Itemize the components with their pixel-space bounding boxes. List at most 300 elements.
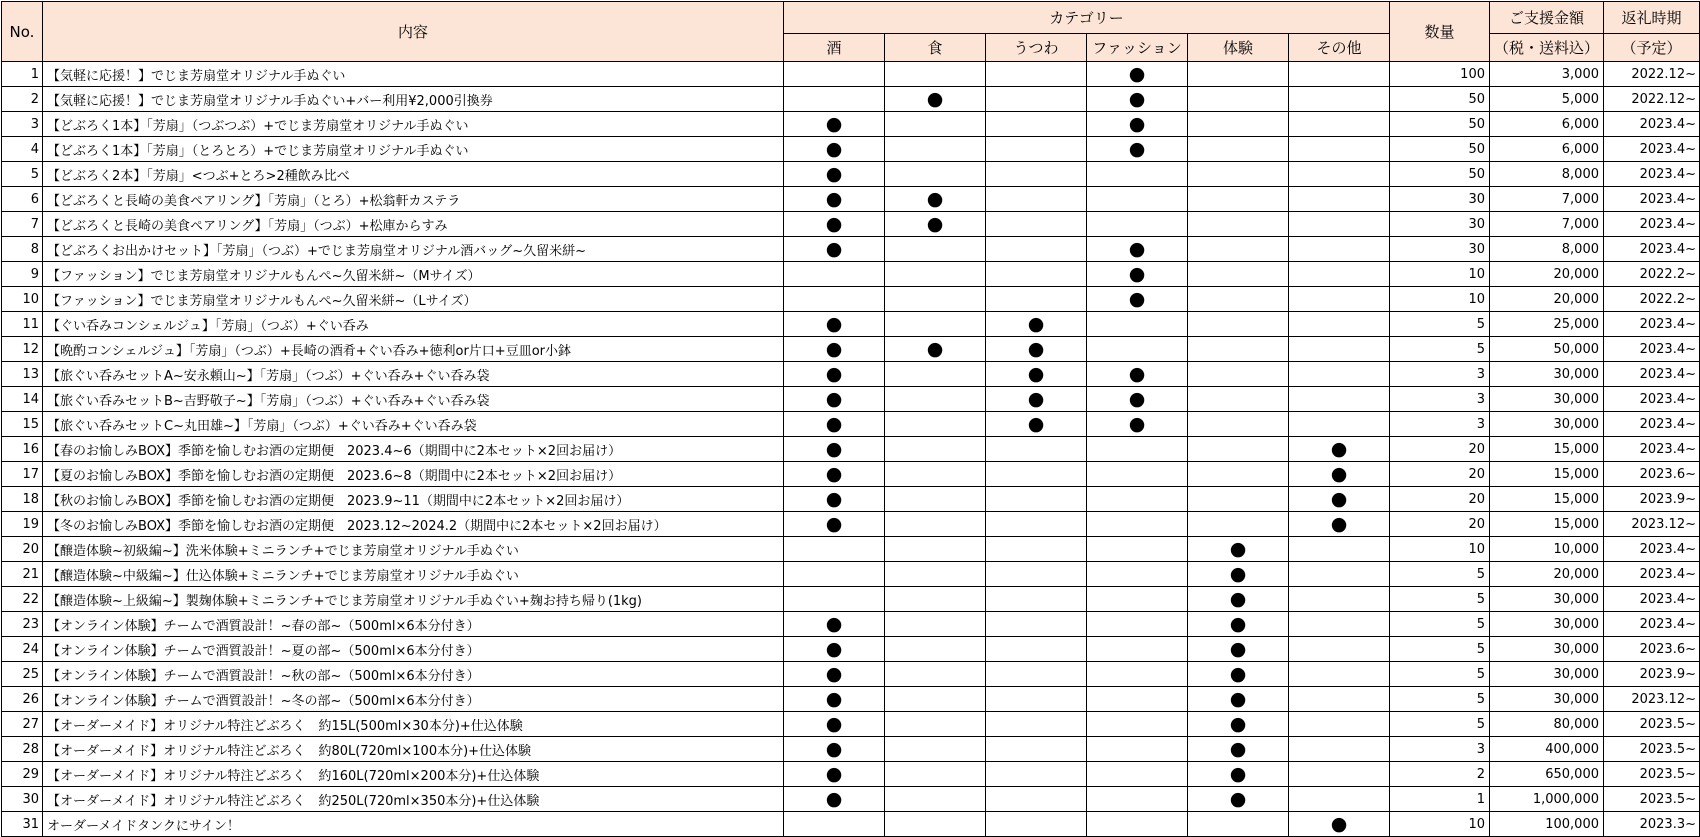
table-row xyxy=(2,737,1700,762)
cat-vessel-cell xyxy=(986,62,1087,87)
row-period: 2023.4~ xyxy=(1604,437,1700,462)
cat-vessel-cell xyxy=(986,787,1087,812)
cat-sake-cell: ● xyxy=(784,162,885,187)
table-row xyxy=(2,712,1700,737)
cat-sake-cell: ● xyxy=(784,237,885,262)
cat-other-cell xyxy=(1289,662,1390,687)
cat-vessel-cell: ● xyxy=(986,387,1087,412)
row-period: 2023.4~ xyxy=(1604,162,1700,187)
cat-fashion-cell xyxy=(1087,662,1188,687)
cat-vessel-cell xyxy=(986,212,1087,237)
cat-other-cell xyxy=(1289,337,1390,362)
cat-food-cell xyxy=(885,712,986,737)
row-qty: 30 xyxy=(1390,212,1490,237)
row-number: 18 xyxy=(2,487,43,512)
cat-food-cell xyxy=(885,262,986,287)
cat-fashion-cell: ● xyxy=(1087,287,1188,312)
row-content: 【オーダーメイド】オリジナル特注どぶろく 約250L(720ml×350本分)+仕込体験 xyxy=(43,787,784,812)
row-number: 6 xyxy=(2,187,43,212)
cat-fashion-cell xyxy=(1087,562,1188,587)
row-number: 29 xyxy=(2,762,43,787)
cat-other-cell xyxy=(1289,87,1390,112)
table-row xyxy=(2,137,1700,162)
row-qty: 5 xyxy=(1390,562,1490,587)
row-qty: 2 xyxy=(1390,762,1490,787)
cat-fashion-cell: ● xyxy=(1087,387,1188,412)
cat-sake-cell: ● xyxy=(784,737,885,762)
cat-fashion-cell xyxy=(1087,312,1188,337)
cat-experience-cell xyxy=(1188,187,1289,212)
cat-other-cell xyxy=(1289,637,1390,662)
cat-food-cell xyxy=(885,512,986,537)
rewards-table xyxy=(1,1,1700,837)
cat-food-cell xyxy=(885,287,986,312)
row-period: 2023.4~ xyxy=(1604,137,1700,162)
row-content: 【どぶろく1本】「芳扇」（とろとろ）+でじま芳扇堂オリジナル手ぬぐい xyxy=(43,137,784,162)
cat-sake-cell xyxy=(784,287,885,312)
row-qty: 50 xyxy=(1390,162,1490,187)
row-period: 2022.12~ xyxy=(1604,87,1700,112)
row-amount: 6,000 xyxy=(1490,112,1604,137)
table-row xyxy=(2,487,1700,512)
cat-food-cell xyxy=(885,737,986,762)
cat-experience-cell xyxy=(1188,512,1289,537)
cat-sake-cell: ● xyxy=(784,612,885,637)
table-row xyxy=(2,62,1700,87)
cat-vessel-cell xyxy=(986,537,1087,562)
row-amount: 30,000 xyxy=(1490,587,1604,612)
cat-vessel-cell xyxy=(986,287,1087,312)
cat-sake-cell: ● xyxy=(784,487,885,512)
cat-vessel-cell xyxy=(986,687,1087,712)
row-period: 2023.4~ xyxy=(1604,212,1700,237)
cat-food-cell xyxy=(885,137,986,162)
cat-food-cell xyxy=(885,487,986,512)
cat-experience-cell xyxy=(1188,212,1289,237)
row-amount: 30,000 xyxy=(1490,612,1604,637)
cat-experience-cell xyxy=(1188,162,1289,187)
cat-food-cell xyxy=(885,162,986,187)
row-content: 【どぶろくと長崎の美食ペアリング】「芳扇」（つぶ）+松庫からすみ xyxy=(43,212,784,237)
cat-vessel-cell xyxy=(986,737,1087,762)
row-amount: 15,000 xyxy=(1490,487,1604,512)
row-period: 2023.5~ xyxy=(1604,787,1700,812)
row-content: 【ぐい呑みコンシェルジュ】「芳扇」（つぶ）+ぐい呑み xyxy=(43,312,784,337)
row-period: 2023.4~ xyxy=(1604,237,1700,262)
cat-vessel-cell xyxy=(986,512,1087,537)
row-qty: 10 xyxy=(1390,812,1490,837)
header-qty: 数量 xyxy=(1390,2,1490,62)
cat-fashion-cell xyxy=(1087,487,1188,512)
row-content: 【ファッション】でじま芳扇堂オリジナルもんぺ~久留米絣~（Lサイズ） xyxy=(43,287,784,312)
cat-sake-cell: ● xyxy=(784,512,885,537)
cat-food-cell xyxy=(885,462,986,487)
table-row xyxy=(2,812,1700,837)
cat-sake-cell xyxy=(784,587,885,612)
row-number: 23 xyxy=(2,612,43,637)
row-amount: 30,000 xyxy=(1490,687,1604,712)
cat-fashion-cell xyxy=(1087,787,1188,812)
row-number: 30 xyxy=(2,787,43,812)
cat-other-cell xyxy=(1289,287,1390,312)
row-qty: 5 xyxy=(1390,587,1490,612)
row-amount: 20,000 xyxy=(1490,262,1604,287)
cat-fashion-cell: ● xyxy=(1087,87,1188,112)
row-qty: 5 xyxy=(1390,687,1490,712)
cat-sake-cell xyxy=(784,562,885,587)
row-number: 1 xyxy=(2,62,43,87)
cat-experience-cell xyxy=(1188,287,1289,312)
cat-fashion-cell: ● xyxy=(1087,262,1188,287)
cat-experience-cell: ● xyxy=(1188,562,1289,587)
header-cat-other: その他 xyxy=(1289,34,1390,62)
cat-fashion-cell xyxy=(1087,537,1188,562)
row-qty: 5 xyxy=(1390,712,1490,737)
row-amount: 7,000 xyxy=(1490,187,1604,212)
cat-food-cell: ● xyxy=(885,212,986,237)
row-amount: 30,000 xyxy=(1490,662,1604,687)
row-content: 【晩酌コンシェルジュ】「芳扇」（つぶ）+長崎の酒肴+ぐい呑み+徳利or片口+豆皿or小鉢 xyxy=(43,337,784,362)
table-row xyxy=(2,662,1700,687)
row-content: 【旅ぐい呑みセットA~安永頼山~】「芳扇」（つぶ）+ぐい呑み+ぐい呑み袋 xyxy=(43,362,784,387)
row-content: 【気軽に応援！】でじま芳扇堂オリジナル手ぬぐい+バー利用¥2,000引換券 xyxy=(43,87,784,112)
cat-fashion-cell: ● xyxy=(1087,62,1188,87)
row-period: 2023.5~ xyxy=(1604,762,1700,787)
table-row xyxy=(2,287,1700,312)
row-number: 28 xyxy=(2,737,43,762)
cat-food-cell: ● xyxy=(885,87,986,112)
cat-sake-cell: ● xyxy=(784,337,885,362)
cat-experience-cell xyxy=(1188,262,1289,287)
cat-experience-cell xyxy=(1188,312,1289,337)
row-content: 【オーダーメイド】オリジナル特注どぶろく 約15L(500ml×30本分)+仕込体験 xyxy=(43,712,784,737)
cat-other-cell xyxy=(1289,387,1390,412)
header-cat-vessel: うつわ xyxy=(986,34,1087,62)
cat-vessel-cell: ● xyxy=(986,412,1087,437)
row-qty: 20 xyxy=(1390,487,1490,512)
row-content: 【オンライン体験】チームで酒質設計！~夏の部~（500ml×6本分付き） xyxy=(43,637,784,662)
row-number: 5 xyxy=(2,162,43,187)
row-number: 15 xyxy=(2,412,43,437)
row-period: 2023.4~ xyxy=(1604,612,1700,637)
cat-sake-cell: ● xyxy=(784,112,885,137)
row-qty: 20 xyxy=(1390,462,1490,487)
table-row xyxy=(2,237,1700,262)
header-cat-fashion: ファッション xyxy=(1087,34,1188,62)
row-amount: 30,000 xyxy=(1490,362,1604,387)
cat-other-cell xyxy=(1289,362,1390,387)
cat-other-cell: ● xyxy=(1289,812,1390,837)
row-qty: 3 xyxy=(1390,387,1490,412)
cat-sake-cell: ● xyxy=(784,362,885,387)
cat-experience-cell xyxy=(1188,412,1289,437)
row-amount: 1,000,000 xyxy=(1490,787,1604,812)
cat-sake-cell: ● xyxy=(784,437,885,462)
row-period: 2023.4~ xyxy=(1604,587,1700,612)
cat-food-cell xyxy=(885,412,986,437)
cat-sake-cell xyxy=(784,537,885,562)
row-qty: 30 xyxy=(1390,187,1490,212)
row-period: 2023.4~ xyxy=(1604,362,1700,387)
table-body xyxy=(2,62,1700,837)
cat-other-cell xyxy=(1289,762,1390,787)
table-row xyxy=(2,512,1700,537)
cat-fashion-cell xyxy=(1087,212,1188,237)
row-content: 【醸造体験~上級編~】製麹体験+ミニランチ+でじま芳扇堂オリジナル手ぬぐい+麹お持ち帰り(1kg) xyxy=(43,587,784,612)
row-amount: 650,000 xyxy=(1490,762,1604,787)
cat-sake-cell xyxy=(784,87,885,112)
row-number: 25 xyxy=(2,662,43,687)
row-content: オーダーメイドタンクにサイン！ xyxy=(43,812,784,837)
cat-food-cell xyxy=(885,112,986,137)
cat-vessel-cell xyxy=(986,112,1087,137)
row-content: 【気軽に応援！】でじま芳扇堂オリジナル手ぬぐい xyxy=(43,62,784,87)
cat-food-cell xyxy=(885,812,986,837)
cat-other-cell xyxy=(1289,737,1390,762)
cat-experience-cell: ● xyxy=(1188,737,1289,762)
cat-sake-cell: ● xyxy=(784,212,885,237)
cat-sake-cell: ● xyxy=(784,712,885,737)
table-row xyxy=(2,187,1700,212)
cat-sake-cell: ● xyxy=(784,637,885,662)
cat-fashion-cell xyxy=(1087,812,1188,837)
cat-experience-cell xyxy=(1188,337,1289,362)
row-qty: 5 xyxy=(1390,662,1490,687)
cat-food-cell xyxy=(885,637,986,662)
cat-vessel-cell xyxy=(986,437,1087,462)
cat-experience-cell xyxy=(1188,62,1289,87)
row-qty: 3 xyxy=(1390,412,1490,437)
row-qty: 100 xyxy=(1390,62,1490,87)
cat-experience-cell: ● xyxy=(1188,787,1289,812)
cat-fashion-cell xyxy=(1087,762,1188,787)
row-number: 8 xyxy=(2,237,43,262)
row-content: 【秋のお愉しみBOX】季節を愉しむお酒の定期便 2023.9~11（期間中に2本セット×2回お届け） xyxy=(43,487,784,512)
cat-other-cell: ● xyxy=(1289,487,1390,512)
cat-vessel-cell xyxy=(986,137,1087,162)
row-number: 21 xyxy=(2,562,43,587)
cat-food-cell: ● xyxy=(885,337,986,362)
cat-vessel-cell xyxy=(986,562,1087,587)
cat-vessel-cell xyxy=(986,762,1087,787)
cat-vessel-cell xyxy=(986,262,1087,287)
row-period: 2023.4~ xyxy=(1604,562,1700,587)
cat-experience-cell: ● xyxy=(1188,662,1289,687)
row-period: 2023.9~ xyxy=(1604,487,1700,512)
row-content: 【春のお愉しみBOX】季節を愉しむお酒の定期便 2023.4~6（期間中に2本セット×2回お届け） xyxy=(43,437,784,462)
row-period: 2023.4~ xyxy=(1604,412,1700,437)
row-period: 2023.5~ xyxy=(1604,712,1700,737)
table-row xyxy=(2,262,1700,287)
cat-food-cell: ● xyxy=(885,187,986,212)
header-no: No. xyxy=(2,2,43,62)
cat-experience-cell: ● xyxy=(1188,762,1289,787)
cat-fashion-cell xyxy=(1087,687,1188,712)
cat-vessel-cell xyxy=(986,662,1087,687)
row-content: 【どぶろくと長崎の美食ペアリング】「芳扇」（とろ）+松翁軒カステラ xyxy=(43,187,784,212)
cat-sake-cell: ● xyxy=(784,687,885,712)
table-row xyxy=(2,112,1700,137)
cat-sake-cell: ● xyxy=(784,412,885,437)
row-amount: 30,000 xyxy=(1490,387,1604,412)
cat-other-cell: ● xyxy=(1289,462,1390,487)
row-amount: 30,000 xyxy=(1490,637,1604,662)
row-qty: 50 xyxy=(1390,87,1490,112)
cat-fashion-cell xyxy=(1087,637,1188,662)
row-period: 2023.4~ xyxy=(1604,387,1700,412)
cat-fashion-cell xyxy=(1087,512,1188,537)
row-content: 【旅ぐい呑みセットB~吉野敬子~】「芳扇」（つぶ）+ぐい呑み+ぐい呑み袋 xyxy=(43,387,784,412)
table-row xyxy=(2,562,1700,587)
row-qty: 5 xyxy=(1390,312,1490,337)
row-content: 【どぶろくお出かけセット】「芳扇」（つぶ）+でじま芳扇堂オリジナル酒バッグ~久留米絣~ xyxy=(43,237,784,262)
cat-experience-cell: ● xyxy=(1188,537,1289,562)
cat-food-cell xyxy=(885,62,986,87)
cat-other-cell xyxy=(1289,787,1390,812)
cat-fashion-cell xyxy=(1087,162,1188,187)
table-row xyxy=(2,612,1700,637)
cat-other-cell xyxy=(1289,262,1390,287)
cat-fashion-cell xyxy=(1087,712,1188,737)
row-number: 2 xyxy=(2,87,43,112)
row-number: 11 xyxy=(2,312,43,337)
row-qty: 1 xyxy=(1390,787,1490,812)
row-amount: 400,000 xyxy=(1490,737,1604,762)
cat-experience-cell xyxy=(1188,487,1289,512)
cat-other-cell xyxy=(1289,537,1390,562)
row-qty: 5 xyxy=(1390,337,1490,362)
table-row xyxy=(2,387,1700,412)
row-amount: 25,000 xyxy=(1490,312,1604,337)
header-cat-food: 食 xyxy=(885,34,986,62)
cat-fashion-cell xyxy=(1087,437,1188,462)
header-cat-experience: 体験 xyxy=(1188,34,1289,62)
row-period: 2023.9~ xyxy=(1604,662,1700,687)
cat-other-cell xyxy=(1289,562,1390,587)
table-row xyxy=(2,537,1700,562)
cat-sake-cell: ● xyxy=(784,387,885,412)
cat-food-cell xyxy=(885,537,986,562)
row-qty: 3 xyxy=(1390,362,1490,387)
cat-vessel-cell xyxy=(986,162,1087,187)
cat-sake-cell xyxy=(784,812,885,837)
row-amount: 20,000 xyxy=(1490,287,1604,312)
cat-fashion-cell: ● xyxy=(1087,237,1188,262)
row-number: 26 xyxy=(2,687,43,712)
cat-other-cell xyxy=(1289,712,1390,737)
cat-vessel-cell xyxy=(986,237,1087,262)
cat-vessel-cell: ● xyxy=(986,337,1087,362)
cat-sake-cell: ● xyxy=(784,137,885,162)
row-qty: 50 xyxy=(1390,137,1490,162)
cat-food-cell xyxy=(885,687,986,712)
row-number: 13 xyxy=(2,362,43,387)
row-amount: 100,000 xyxy=(1490,812,1604,837)
table-header xyxy=(2,2,1700,62)
cat-vessel-cell xyxy=(986,612,1087,637)
header-period-note: （予定） xyxy=(1604,34,1700,62)
row-amount: 30,000 xyxy=(1490,412,1604,437)
cat-sake-cell: ● xyxy=(784,312,885,337)
row-period: 2023.4~ xyxy=(1604,537,1700,562)
cat-vessel-cell: ● xyxy=(986,362,1087,387)
cat-other-cell xyxy=(1289,212,1390,237)
cat-food-cell xyxy=(885,562,986,587)
row-amount: 6,000 xyxy=(1490,137,1604,162)
cat-experience-cell: ● xyxy=(1188,712,1289,737)
row-period: 2023.6~ xyxy=(1604,637,1700,662)
row-amount: 15,000 xyxy=(1490,437,1604,462)
cat-sake-cell xyxy=(784,62,885,87)
cat-sake-cell: ● xyxy=(784,787,885,812)
row-period: 2023.4~ xyxy=(1604,187,1700,212)
cat-vessel-cell xyxy=(986,587,1087,612)
row-number: 22 xyxy=(2,587,43,612)
cat-fashion-cell xyxy=(1087,337,1188,362)
cat-fashion-cell: ● xyxy=(1087,412,1188,437)
table-row xyxy=(2,362,1700,387)
cat-other-cell xyxy=(1289,687,1390,712)
row-period: 2023.5~ xyxy=(1604,737,1700,762)
table-row xyxy=(2,787,1700,812)
cat-experience-cell xyxy=(1188,812,1289,837)
row-content: 【冬のお愉しみBOX】季節を愉しむお酒の定期便 2023.12~2024.2（期間中に2本セット×2回お届け） xyxy=(43,512,784,537)
cat-food-cell xyxy=(885,787,986,812)
cat-other-cell xyxy=(1289,187,1390,212)
row-qty: 5 xyxy=(1390,612,1490,637)
row-qty: 20 xyxy=(1390,437,1490,462)
cat-food-cell xyxy=(885,387,986,412)
cat-sake-cell: ● xyxy=(784,662,885,687)
cat-other-cell xyxy=(1289,612,1390,637)
cat-fashion-cell: ● xyxy=(1087,362,1188,387)
row-qty: 10 xyxy=(1390,537,1490,562)
row-amount: 8,000 xyxy=(1490,237,1604,262)
header-amount: ご支援金額 xyxy=(1490,2,1604,34)
row-period: 2022.12~ xyxy=(1604,62,1700,87)
cat-fashion-cell xyxy=(1087,187,1188,212)
cat-fashion-cell xyxy=(1087,612,1188,637)
cat-other-cell xyxy=(1289,312,1390,337)
row-amount: 8,000 xyxy=(1490,162,1604,187)
row-content: 【オーダーメイド】オリジナル特注どぶろく 約160L(720ml×200本分)+仕込体験 xyxy=(43,762,784,787)
row-qty: 10 xyxy=(1390,287,1490,312)
row-content: 【夏のお愉しみBOX】季節を愉しむお酒の定期便 2023.6~8（期間中に2本セット×2回お届け） xyxy=(43,462,784,487)
cat-fashion-cell xyxy=(1087,587,1188,612)
row-amount: 7,000 xyxy=(1490,212,1604,237)
cat-fashion-cell xyxy=(1087,462,1188,487)
cat-sake-cell xyxy=(784,262,885,287)
row-content: 【醸造体験~初級編~】洗米体験+ミニランチ+でじま芳扇堂オリジナル手ぬぐい xyxy=(43,537,784,562)
cat-sake-cell: ● xyxy=(784,462,885,487)
header-amount-note: （税・送料込） xyxy=(1490,34,1604,62)
row-number: 24 xyxy=(2,637,43,662)
row-amount: 50,000 xyxy=(1490,337,1604,362)
row-period: 2023.4~ xyxy=(1604,337,1700,362)
cat-vessel-cell xyxy=(986,637,1087,662)
row-period: 2023.6~ xyxy=(1604,462,1700,487)
row-content: 【オンライン体験】チームで酒質設計！~秋の部~（500ml×6本分付き） xyxy=(43,662,784,687)
cat-experience-cell xyxy=(1188,112,1289,137)
row-number: 14 xyxy=(2,387,43,412)
row-number: 20 xyxy=(2,537,43,562)
row-amount: 5,000 xyxy=(1490,87,1604,112)
header-period: 返礼時期 xyxy=(1604,2,1700,34)
header-cat-sake: 酒 xyxy=(784,34,885,62)
row-content: 【どぶろく1本】「芳扇」（つぶつぶ）+でじま芳扇堂オリジナル手ぬぐい xyxy=(43,112,784,137)
row-number: 16 xyxy=(2,437,43,462)
row-period: 2023.4~ xyxy=(1604,112,1700,137)
